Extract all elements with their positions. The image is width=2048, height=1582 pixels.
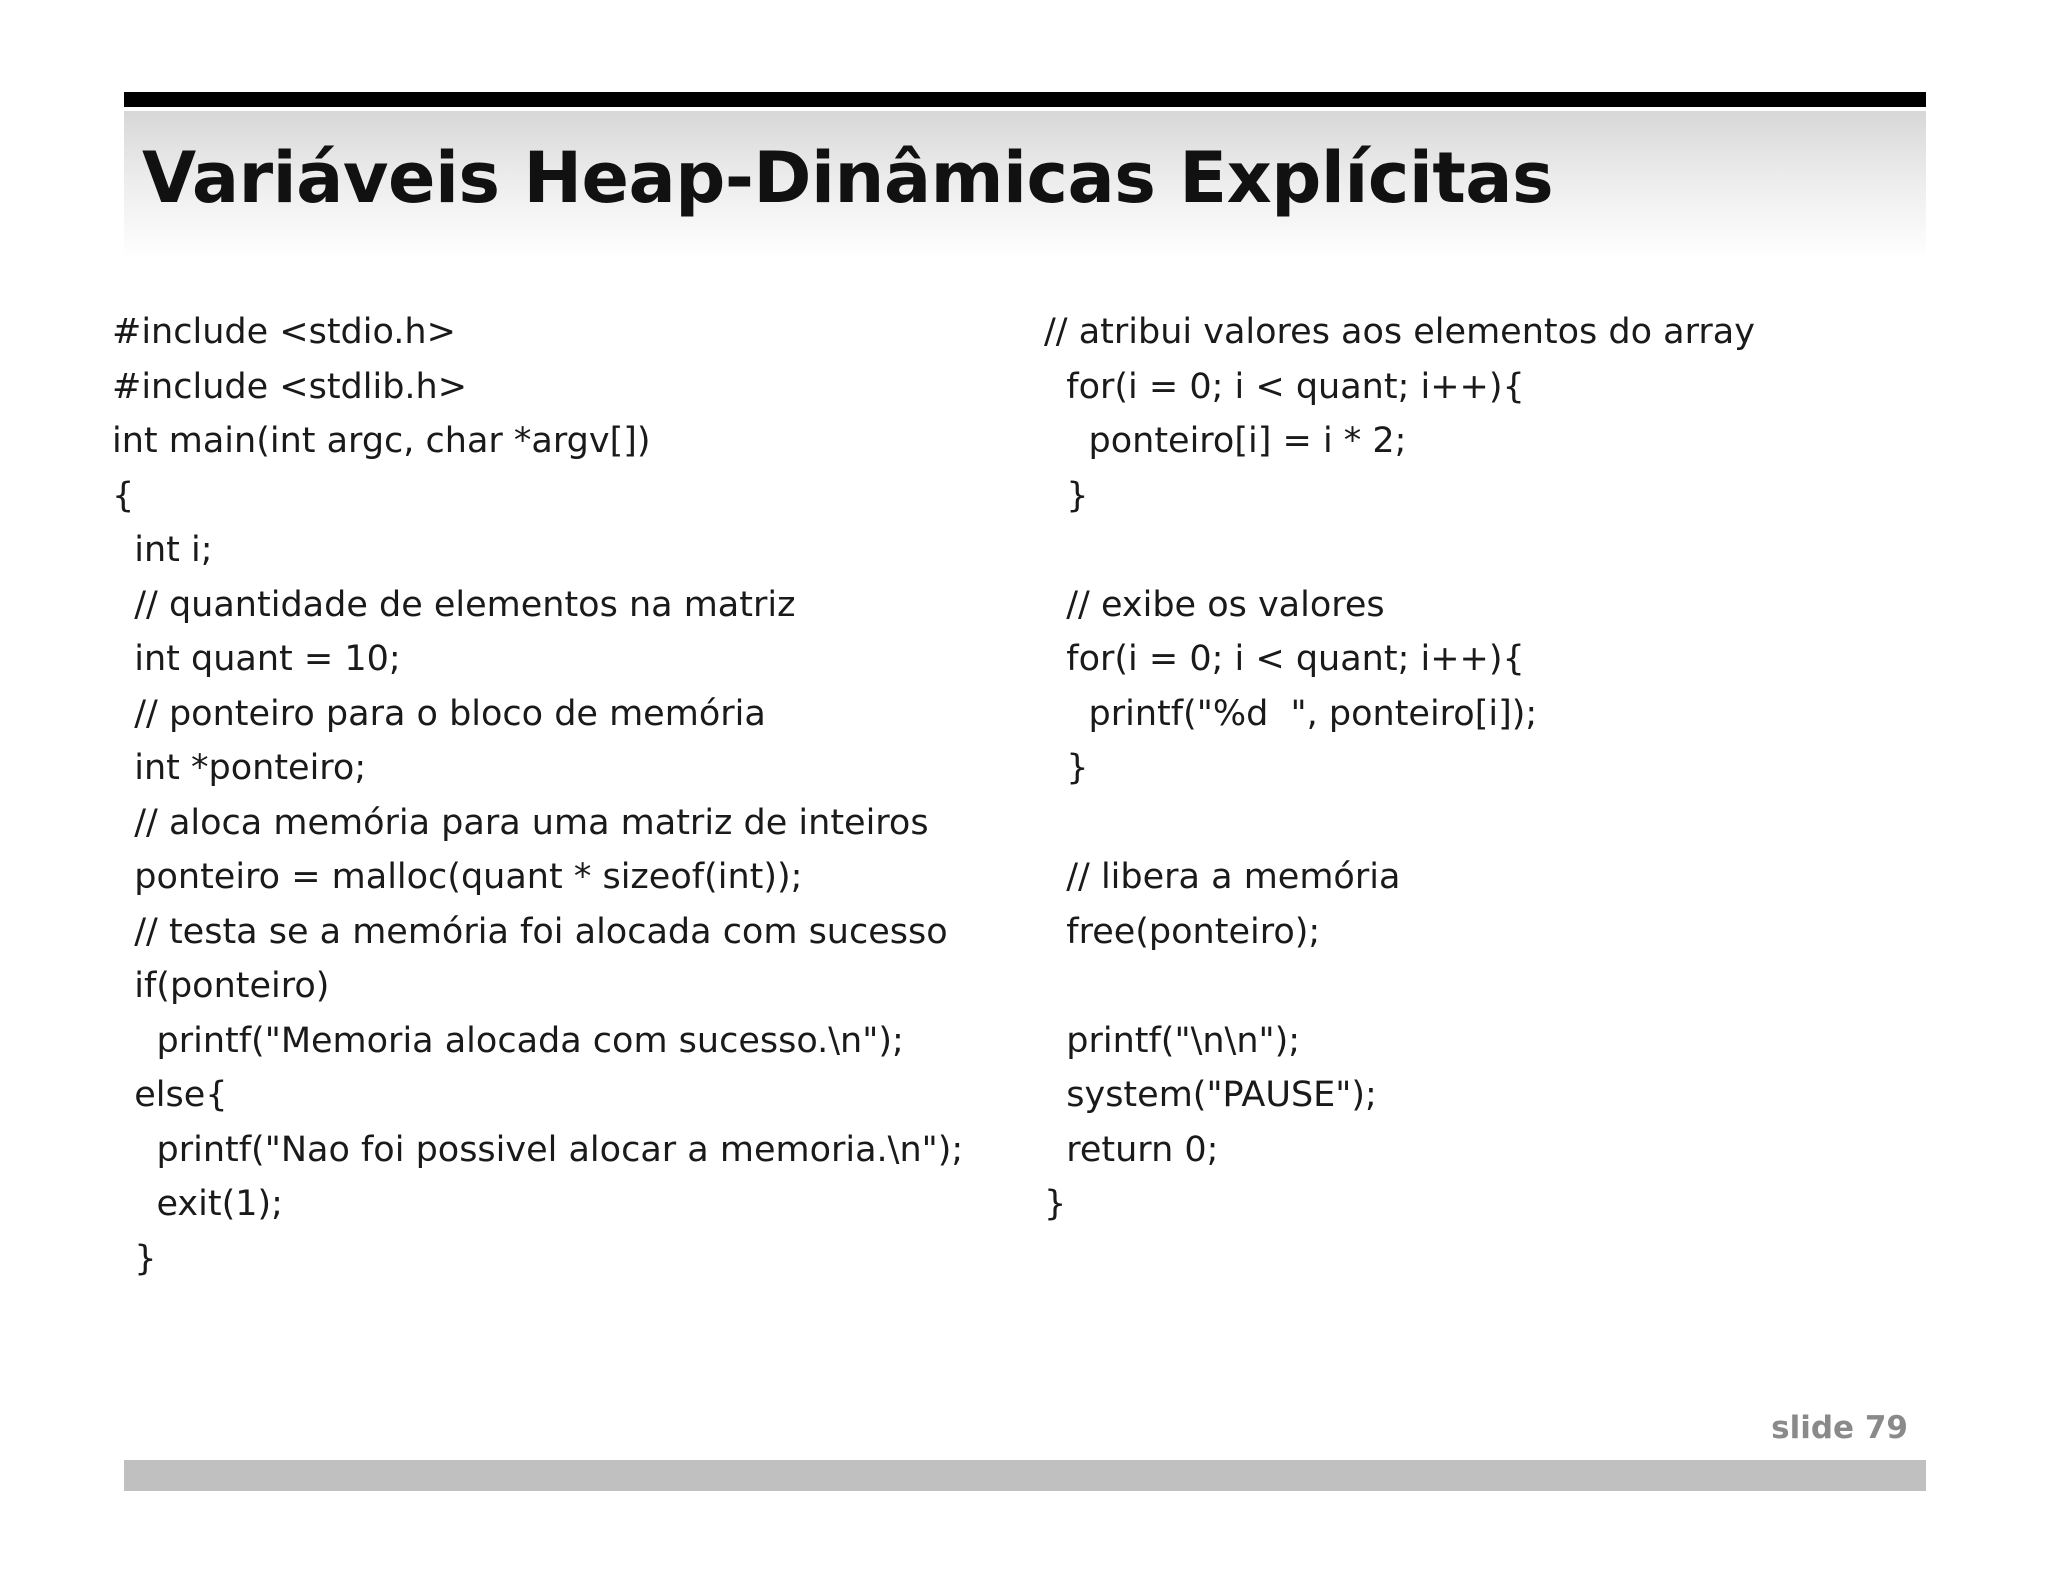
code-line: int main(int argc, char *argv[]) <box>112 421 651 461</box>
code-line <box>1044 523 1755 578</box>
code-line: return 0; <box>1044 1129 1219 1170</box>
code-line: else{ <box>112 1075 228 1115</box>
code-line: } <box>1044 748 1089 788</box>
code-line: } <box>1044 475 1089 516</box>
code-line: int *ponteiro; <box>112 748 367 788</box>
code-line <box>1044 796 1755 851</box>
code-line: if(ponteiro) <box>112 966 330 1006</box>
code-line: printf("Memoria alocada com sucesso.\n"); <box>112 1020 904 1061</box>
bottom-bar <box>124 1460 1926 1491</box>
code-line: printf("%d ", ponteiro[i]); <box>1044 693 1538 734</box>
code-column-right <box>1044 305 1755 1232</box>
code-line: free(ponteiro); <box>1044 911 1321 952</box>
slide-number: slide 79 <box>1771 1410 1908 1446</box>
code-line: } <box>1044 1184 1067 1224</box>
code-line: { <box>112 475 135 516</box>
code-line: #include <stdio.h> <box>112 312 456 352</box>
code-line: ponteiro = malloc(quant * sizeof(int)); <box>112 857 803 897</box>
code-line: exit(1); <box>112 1184 283 1224</box>
code-line: system("PAUSE"); <box>1044 1075 1377 1115</box>
code-line: } <box>112 1238 157 1279</box>
code-line: // ponteiro para o bloco de memória <box>112 693 766 734</box>
code-line: ponteiro[i] = i * 2; <box>1044 421 1407 461</box>
code-line: #include <stdlib.h> <box>112 366 468 407</box>
code-line: printf("Nao foi possivel alocar a memoria.\n"); <box>112 1129 964 1170</box>
code-line: // exibe os valores <box>1044 584 1385 625</box>
code-line: // atribui valores aos elementos do array <box>1044 312 1755 352</box>
code-line: // aloca memória para uma matriz de inteiros <box>112 802 929 843</box>
code-line <box>1044 959 1755 1014</box>
code-line: // testa se a memória foi alocada com sucesso <box>112 911 948 952</box>
code-line: int quant = 10; <box>112 639 401 679</box>
code-line: for(i = 0; i < quant; i++){ <box>1044 366 1525 407</box>
code-line: // libera a memória <box>1044 857 1401 897</box>
top-rule <box>124 92 1926 107</box>
slide-title: Variáveis Heap-Dinâmicas Explícitas <box>142 137 1554 219</box>
code-column-left <box>112 305 963 1286</box>
code-line: printf("\n\n"); <box>1044 1020 1301 1061</box>
code-line: int i; <box>112 530 213 570</box>
code-line: // quantidade de elementos na matriz <box>112 584 796 625</box>
code-line: for(i = 0; i < quant; i++){ <box>1044 639 1525 679</box>
